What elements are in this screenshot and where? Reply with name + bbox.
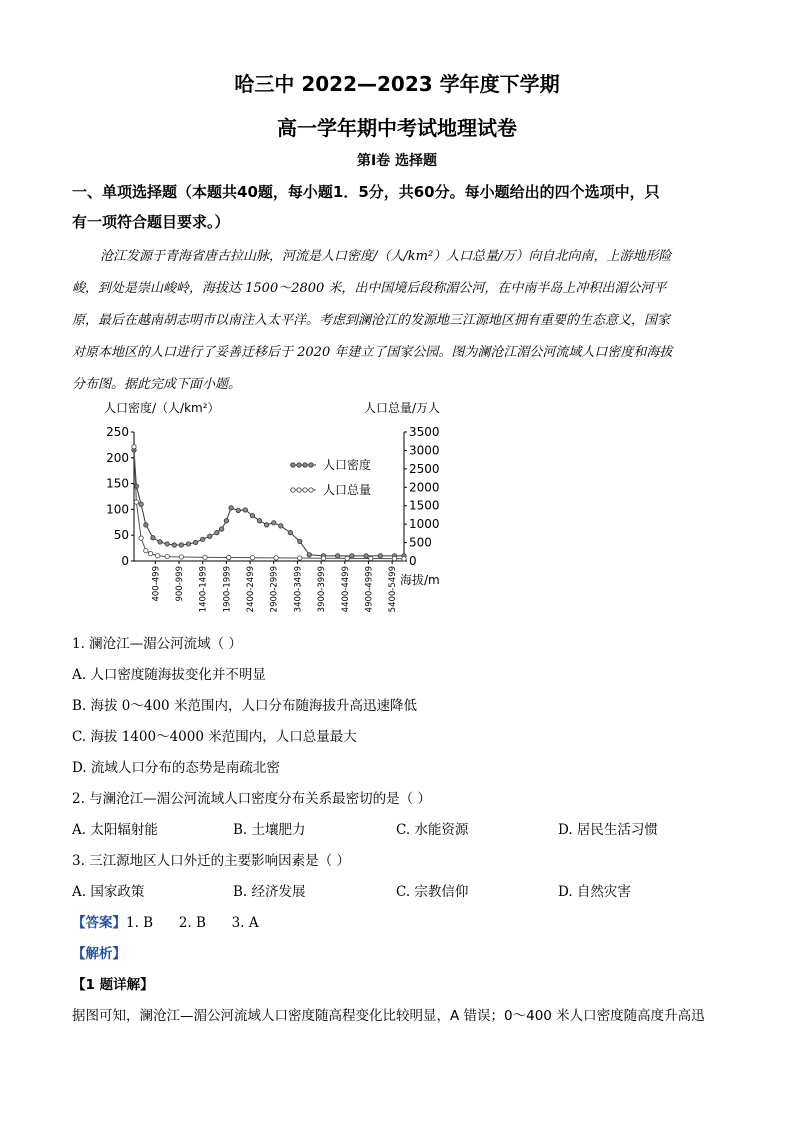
- question-1-option-c[interactable]: C. 海拔 1400～4000 米范围内，人口总量最大: [72, 729, 357, 745]
- series-marker: [134, 484, 138, 488]
- series-marker: [219, 527, 223, 531]
- series-marker: [298, 556, 302, 560]
- question-3-option-c[interactable]: C. 宗教信仰: [396, 884, 469, 900]
- right-tick-label: 0: [409, 554, 417, 568]
- series-marker: [350, 554, 354, 558]
- x-tick-label: 2400-2499: [246, 566, 257, 613]
- legend-marker: [297, 463, 301, 467]
- series-marker: [279, 524, 283, 528]
- series-marker: [200, 537, 204, 541]
- series-marker: [335, 554, 339, 558]
- intro-line: 分布图。据此完成下面小题。: [72, 377, 242, 392]
- analysis-label: 【解析】: [72, 946, 126, 962]
- legend-marker: [291, 463, 295, 467]
- question-1-option-d[interactable]: D. 流域人口分布的态势是南疏北密: [72, 760, 280, 776]
- answer-row: [72, 911, 259, 931]
- question-2-option-c[interactable]: C. 水能资源: [396, 822, 469, 838]
- question-2-option-a[interactable]: A. 太阳辐射能: [72, 822, 158, 838]
- series-marker: [186, 542, 190, 546]
- left-tick-label: 0: [121, 554, 129, 568]
- part-heading-line1: 一、单项选择题（本题共40题，每小题1．5分，共60分。每小题给出的四个选项中，只: [72, 183, 660, 201]
- answer-values: 1. B 2. B 3. A: [126, 915, 259, 931]
- series-marker: [158, 540, 162, 544]
- analysis-text: 据图可知，澜沧江—湄公河流域人口密度随高程变化比较明显，A 错误；0～400 米人口密度随高度升高迅: [72, 1008, 705, 1024]
- right-tick-label: 1000: [409, 517, 440, 532]
- series-marker: [243, 508, 247, 512]
- series-marker: [148, 551, 152, 555]
- series-marker: [307, 553, 311, 557]
- left-tick-label: 200: [106, 450, 129, 465]
- population-elevation-chart: [90, 395, 450, 620]
- series-marker: [172, 543, 176, 547]
- x-tick-label: 3900-3999: [317, 566, 328, 613]
- left-axis-label: 人口密度/（人/km²）: [104, 401, 220, 415]
- series-marker: [179, 555, 183, 559]
- series-marker: [215, 530, 219, 534]
- x-tick-label: 1900-1999: [222, 566, 233, 613]
- intro-line: 沧江发源于青海省唐古拉山脉，河流是人口密度/（人/km²）人口总量/万）向自北向南，上游地形险: [100, 249, 672, 264]
- series-marker: [155, 554, 159, 558]
- x-tick-label: 4900-4999: [364, 566, 375, 613]
- legend-marker: [303, 463, 307, 467]
- x-tick-label: 5400-5499: [388, 566, 399, 613]
- question-2-option-d[interactable]: D. 居民生活习惯: [558, 822, 658, 838]
- detail-label: 【1 题详解】: [72, 977, 154, 993]
- question-2-option-b[interactable]: B. 土壤肥力: [233, 822, 306, 838]
- answer-label: 【答案】: [72, 915, 126, 931]
- right-tick-label: 1500: [409, 498, 440, 513]
- x-tick-label: 4400-4499: [340, 566, 351, 613]
- chart-axes: [106, 425, 439, 612]
- right-tick-label: 500: [409, 535, 432, 550]
- series-marker: [144, 548, 148, 552]
- series-marker: [392, 556, 396, 560]
- legend-label: 人口密度: [323, 458, 372, 472]
- x-tick-label: 900-999: [175, 566, 185, 602]
- series-marker: [165, 542, 169, 546]
- series-marker: [321, 556, 325, 560]
- question-3-stem: 3. 三江源地区人口外迁的主要影响因素是（ ）: [72, 853, 350, 869]
- series-marker: [179, 543, 183, 547]
- series-marker: [345, 556, 349, 560]
- legend-label: 人口总量: [323, 483, 372, 497]
- series-marker: [203, 555, 207, 559]
- series-marker: [193, 540, 197, 544]
- series-marker: [264, 523, 268, 527]
- chart-legend: [290, 457, 371, 497]
- right-axis-label: 人口总量/万人: [363, 401, 440, 415]
- question-3-option-d[interactable]: D. 自然灾害: [558, 884, 631, 900]
- question-3-option-a[interactable]: A. 国家政策: [72, 884, 145, 900]
- series-marker: [227, 555, 231, 559]
- series-marker: [224, 519, 228, 523]
- legend-marker: [309, 463, 313, 467]
- x-tick-label: 3400-3499: [293, 566, 304, 613]
- exam-subtitle: 高一学年期中考试地理试卷: [277, 116, 517, 140]
- series-marker: [272, 521, 276, 525]
- series-marker: [369, 556, 373, 560]
- question-1-option-b[interactable]: B. 海拔 0～400 米范围内，人口分布随海拔升高迅速降低: [72, 698, 417, 714]
- series-marker: [274, 556, 278, 560]
- legend-marker: [297, 488, 301, 492]
- series-marker: [250, 555, 254, 559]
- question-3-option-b[interactable]: B. 经济发展: [233, 884, 306, 900]
- right-tick-label: 2500: [409, 461, 440, 476]
- legend-marker: [303, 488, 307, 492]
- intro-line: 对原本地区的人口进行了妥善迁移后于 2020 年建立了国家公园。图为澜沧江湄公河流域人口密度和海拔: [72, 345, 673, 360]
- series-marker: [165, 554, 169, 558]
- left-tick-label: 100: [106, 502, 129, 517]
- x-tick-label: 400-499: [151, 566, 162, 602]
- question-1-stem: 1. 澜沧江—湄公河流域（ ）: [72, 636, 242, 652]
- series-marker: [139, 502, 143, 506]
- series-marker: [364, 554, 368, 558]
- series-marker: [257, 519, 261, 523]
- left-tick-label: 250: [106, 425, 129, 439]
- left-tick-label: 150: [106, 476, 129, 491]
- series-marker: [139, 536, 143, 540]
- left-tick-label: 50: [113, 528, 129, 543]
- series-marker: [298, 539, 302, 543]
- x-tick-label: 1400-1499: [198, 566, 209, 613]
- series-marker: [378, 554, 382, 558]
- question-2-stem: 2. 与澜沧江—湄公河流域人口密度分布关系最密切的是（ ）: [72, 791, 431, 807]
- right-tick-label: 3000: [409, 443, 440, 458]
- series-marker: [288, 530, 292, 534]
- x-tick-label: 2900-2999: [269, 566, 280, 613]
- x-axis-label: 海拔/m: [400, 573, 440, 587]
- series-marker: [250, 513, 254, 517]
- right-tick-label: 3500: [409, 425, 440, 439]
- series-marker: [144, 523, 148, 527]
- right-tick-label: 2000: [409, 480, 440, 495]
- series-marker: [134, 500, 138, 504]
- question-1-option-a[interactable]: A. 人口密度随海拔变化并不明显: [72, 667, 266, 683]
- legend-marker: [291, 488, 295, 492]
- series-marker: [229, 506, 233, 510]
- series-marker: [151, 536, 155, 540]
- series-marker: [132, 445, 136, 449]
- series-marker: [208, 534, 212, 538]
- intro-line: 原，最后在越南胡志明市以南注入太平洋。考虑到澜沧江的发源地三江源地区拥有重要的生态意义，国家: [72, 313, 671, 328]
- section-heading: 第Ⅰ卷 选择题: [356, 153, 438, 169]
- legend-marker: [309, 488, 313, 492]
- exam-title: 哈三中 2022—2023 学年度下学期: [234, 72, 560, 96]
- series-marker: [236, 508, 240, 512]
- series-marker: [402, 557, 406, 561]
- part-heading-line2: 有一项符合题目要求。）: [72, 213, 230, 231]
- intro-line: 峻，到处是崇山峻岭，海拔达 1500～2800 米，出中国境后段称湄公河，在中南半岛上冲积出湄公河平: [72, 281, 667, 296]
